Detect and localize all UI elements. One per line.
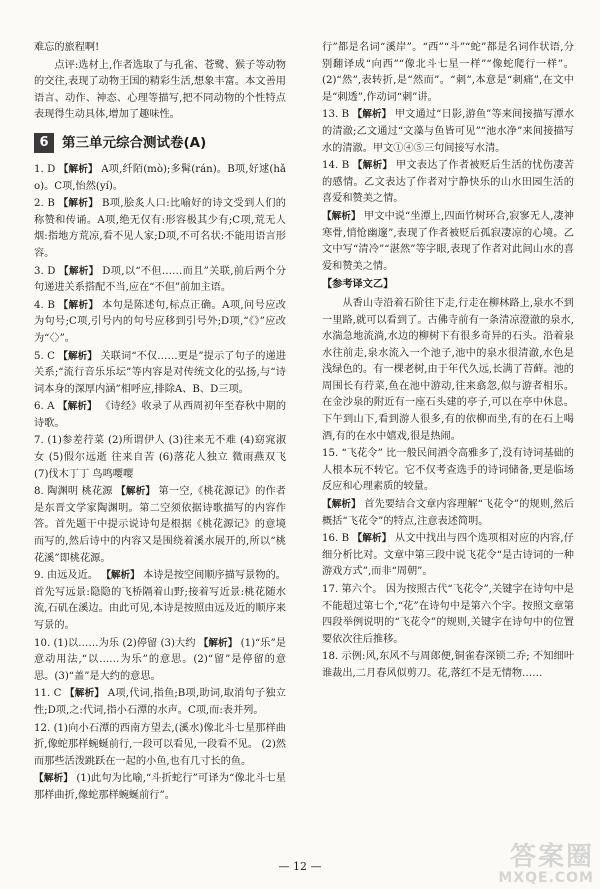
answer-text: 因为按照古代“飞花令”,关键字在诗句中是不能超过第七个,“花”在诗句中是第六个字。按照文章第四段举例说明的“飞花令”的规则,关键字在诗句中的位置要依次往后推移。 (322, 584, 574, 645)
answer-number: 6. A (34, 401, 55, 413)
analysis-tag: 【解析】 (322, 210, 361, 222)
answer-text: 比一般民间酒令高雅多了,没有诗词基础的人根本玩不转它。它不仅考查选手的诗词储备,更是临场反应和心理素质的较量。 (322, 448, 574, 493)
answer-text: 甲文中说“坐潭上,四面竹树环合,寂寥无人,凄神寒骨,悄怆幽邃”,表现了作者被贬后孤寂凄凉的心境。乙文中写“清冷”“湛然”等字眼,表现了作者对此间山水的喜爱和赞美之情。 (322, 210, 574, 272)
translation-paragraph: 从香山寺沿着石阶往下走,行走在柳林路上,泉水不到一里路,就可以看到了。古佛寺前有一条清凉澄澈的泉水,水湍急地流淌,水边的柳树下有很多奇异的石头。沿着泉水往前走,泉水流入一个池子,池中的泉水很清澈,水色是浅绿色的。有一棵老树,由于年代久远,长满了苔藓。池的周围长有荇菜,鱼在池中游动,往来翕忽,似与游者相乐。在金沙泉的附近有一座石头建的亭子,可以在亭中休息。下午到山下,看到游人很多,有的依柳而坐,有的在石上喝酒,有的在水中嬉戏,很是热闹。 (322, 297, 574, 442)
watermark-line2: MXQE.COM (498, 870, 594, 886)
answer-number: 9. 由远及近。 (34, 570, 99, 582)
answer-number: 16. B (322, 533, 350, 545)
answer-number: 2. B (34, 198, 55, 210)
answer-item (322, 582, 574, 648)
answer-text: 第一空,《桃花源记》的作者是东晋文学家陶渊明。第二空须依据诗歌描写的内容作答。首先题干中提示说诗句是根据《桃花源记》的意境而写的,然后诗中的内容又是围绕着溪水展开的,所以“桃花溪”即桃花源。 (34, 486, 286, 564)
answer-number: 1. D (34, 163, 56, 175)
answer-number: 7. (34, 435, 44, 447)
answer-text: 本句是陈述句,标点正确。A项,问号应改为句号;C项,引号内的句号应移到引号外;D项,“《》”应改为“〈〉”。 (34, 299, 286, 344)
analysis-tag: 【解析】 (101, 570, 140, 582)
answer-item (34, 484, 286, 567)
answer-text: (2)然而那些活泼跳跃在一起的小鱼,也有几寸长的鱼。 (34, 739, 286, 767)
answer-item (34, 264, 286, 297)
answer-text: D项,以“不但……而且”关联,前后两个分句递进关系搭配不当,应在“不但”前加主语。 (34, 265, 287, 294)
answer-item (322, 40, 574, 106)
answer-text: (1)此句为比喻,“斗折蛇行”可译为“像北斗七星那样曲折,像蛇那样蜿蜒前行”。 (34, 773, 286, 801)
answer-text: (1)参差荇菜 (2)所谓伊人 (3)往来无不难 (4)窈窕淑女 (5)假尔远逝 往来自苦 (6)落花人独立 微雨燕双飞 (7)伐木丁丁 鸟鸣嘤嘤 (34, 435, 287, 480)
answer-number: 14. B (322, 160, 350, 172)
analysis-tag: 【解析】 (116, 486, 156, 498)
answer-text: B项,脍炙人口:比喻好的诗文受到人们的称赞和传诵。A项,绝无仅有:形容极其少有;C项,荒无人烟:指地方荒凉,看不见人家;D项,不可名状:不能用语言形容。 (34, 198, 286, 259)
answer-text: A项,纤陌(mò);多髯(rán)。B项,好逑(hǎo)。C项,怡然(yí)。 (34, 163, 286, 192)
answer-text: 甲文通过“日影,游鱼”等来间接描写潭水的清澈;乙文通过“文藻与鱼皆可见”“池水净”来间接描写水的清澈。甲文①④⑤三句间接写水清。 (322, 109, 575, 154)
answer-item (34, 399, 286, 432)
left-column (34, 40, 286, 806)
section-number: 6 (34, 133, 54, 153)
analysis-tag: 【解析】 (322, 499, 361, 511)
analysis-tag: 【解析】 (198, 637, 238, 649)
answer-item (34, 636, 286, 686)
answer-item (34, 433, 286, 483)
answer-item (322, 107, 574, 157)
answer-number: 10. (1)以……为乐 (2)停留 (3)大约 (34, 637, 196, 649)
watermark-logo (444, 843, 594, 885)
answer-number: 4. B (34, 299, 55, 311)
answer-item (34, 196, 286, 262)
analysis-tag: 【解析】 (64, 688, 105, 700)
answer-item (322, 209, 574, 275)
answer-item (34, 771, 286, 804)
analysis-tag: 【解析】 (58, 299, 99, 311)
answer-number: 5. C (34, 350, 55, 362)
answer-number: 15. “飞花令” (322, 448, 383, 460)
analysis-tag: 【解析】 (352, 533, 392, 545)
answer-item (322, 497, 574, 530)
answer-item (34, 686, 286, 719)
answer-item (322, 158, 574, 208)
answer-text: 甲文表达了作者被贬后生活的忧伤凄苦的感情。乙文表达了作者对宁静快乐的山水田园生活的喜爱和赞美之情。 (322, 160, 574, 205)
right-column (322, 40, 574, 684)
answer-text: 首先要结合文章内容理解“飞花令”的规则,然后概括“飞花令”的特点,注意表述简明。 (322, 499, 575, 527)
answer-item (34, 721, 286, 771)
analysis-tag: 【解析】 (58, 163, 98, 175)
answer-item (34, 568, 286, 634)
analysis-tag: 【解析】 (34, 773, 73, 785)
answer-text: 从文中找出与四个选项相对应的内容,仔细分析比对。文章中第三段中说飞花令“是古诗词的一种游戏方式”,而非“周朝”。 (322, 533, 574, 578)
analysis-tag: 【解析】 (58, 198, 99, 210)
answer-number: 17. 第六个。 (322, 584, 383, 595)
section-title: 第三单元综合测试卷(A) (62, 134, 207, 151)
answer-text: 关联词“不仅……更是”提示了句子的递进关系;“流行音乐乐坛”等内容是对传统文化的弘扬,与“诗词本身的深厚内涵”相呼应,排除A、B、D三项。 (34, 350, 286, 395)
comment-paragraph: 点评:选材上,作者选取了与孔雀、苍鹭、猴子等动物的交往,表现了动物王国的精彩生活,想象丰富。本文善用语言、动作、神态、心理等描写,把不同动物的个性特点表现得生动具体,增加了趣味性。 (34, 59, 286, 121)
translation-title: 【参考译文乙】 (322, 279, 394, 291)
answer-item (322, 446, 574, 496)
answer-text: 不知细叶谁裁出,二月春风似剪刀。花,落红不是无情物…… (322, 651, 575, 679)
analysis-tag: 【解析】 (352, 160, 393, 172)
answer-text: 行”都是名词“溪岸”。“西”“斗”“蛇”都是名词作状语,分别翻译成“向西”“像北斗七星一样”“像蛇爬行一样”。(2)“然”,表转折,是“然而”。“刺”,本意是“刺痛”,在文中是“刺透”,作动词“刺”讲。 (322, 42, 574, 103)
analysis-tag: 【解析】 (57, 401, 97, 413)
answer-number: 13. B (322, 109, 350, 121)
answer-item (34, 349, 286, 399)
answer-text: A项,代词,指鱼;B项,助词,取消句子独立性;D项,之:代词,指小石潭的水声。C项,而:表并列。 (34, 688, 286, 716)
answer-text: 《诗经》收录了从西周初年至春秋中期的诗歌。 (34, 401, 287, 429)
answer-item (34, 298, 286, 348)
answer-number: 18. 示例:风,东风不与周郎便,铜雀春深锁二乔; (322, 651, 530, 663)
answer-number: 11. C (34, 688, 62, 700)
answer-number: 12. (1)向小石潭的西南方望去,(溪水)像北斗七星那样曲折,像蛇那样蜿蜒前行,一段可以看见,一段看不见。 (34, 722, 286, 751)
answer-number: 8. 陶渊明 桃花源 (34, 486, 113, 498)
section-header (34, 132, 286, 154)
answer-text: 本诗是按空间顺序描写景物的。首先写远景:隐隐的飞桥隔着山野;接着写近景:桃花随水流,石矶在溪边。由此可见,本诗是按照由远及近的顺序来写景的。 (34, 570, 286, 631)
answer-item (322, 649, 574, 682)
analysis-tag: 【解析】 (58, 350, 98, 362)
answer-item (34, 162, 286, 195)
answer-text: (1)“乐”是意动用法,“以……为乐”的意思。(2)“留”是停留的意思。(3)“盖”是大约的意思。 (34, 637, 286, 682)
intro-line: 难忘的旅程啊! (34, 42, 100, 53)
watermark-line1: 答案圈 (509, 842, 594, 872)
answer-number: 3. D (34, 265, 56, 277)
page-number: — 12 — (278, 860, 322, 873)
answer-item (322, 531, 574, 581)
analysis-tag: 【解析】 (352, 109, 392, 121)
analysis-tag: 【解析】 (59, 265, 99, 277)
